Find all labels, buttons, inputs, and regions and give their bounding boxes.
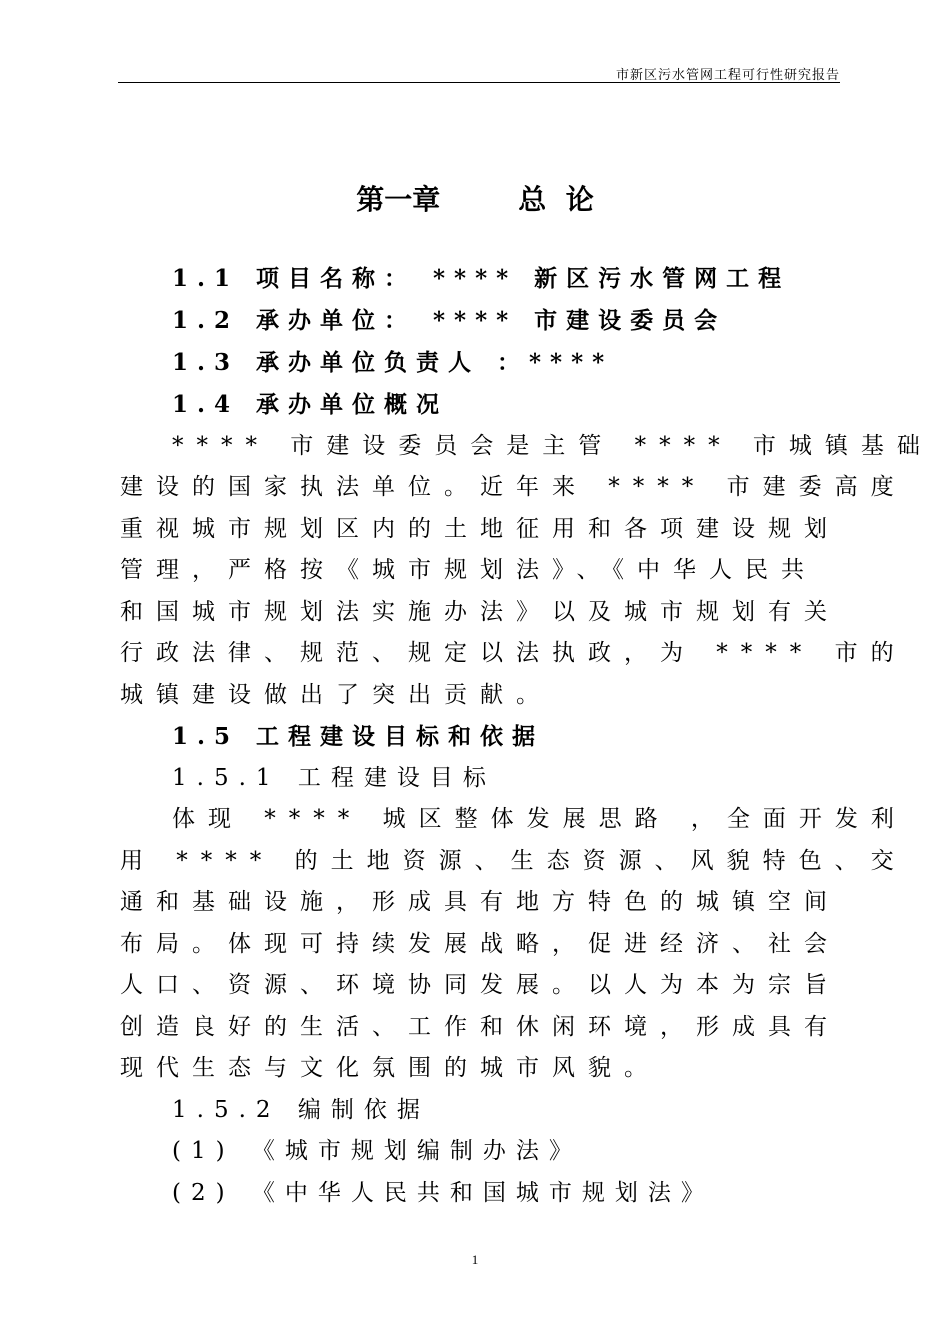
section-1-5-2-heading: 1.5.2 编制依据 [172, 1097, 430, 1123]
page-number: 1 [471, 1252, 479, 1267]
basis-item-2: (2) 《中华人民共和国城市规划法》 [172, 1180, 714, 1206]
chapter-name: 总 论 [518, 183, 594, 216]
section-1-5-1-heading: 1.5.1 工程建设目标 [172, 765, 496, 791]
overview-line-6: 行政法律、规范、规定以法执政，为 **** 市的 [120, 640, 907, 666]
chapter-number: 第一章 [356, 183, 441, 216]
goal-line-2: 用 **** 的土地资源、生态资源、风貌特色、交 [120, 848, 907, 874]
goal-line-7: 现代生态与文化氛围的城市风貌。 [120, 1055, 660, 1081]
item-project-name: 1.1 项目名称： **** 新区污水管网工程 [172, 265, 791, 292]
overview-line-4: 管理，严格按《城市规划法》、《中华人民共 [120, 557, 817, 583]
chapter-title [0, 178, 950, 218]
goal-line-6: 创造良好的生活、工作和休闲环境，形成具有 [120, 1014, 840, 1040]
goal-line-5: 人口、资源、环境协同发展。以人为本为宗旨 [120, 972, 840, 998]
section-1-5-heading: 1.5 工程建设目标和依据 [172, 723, 545, 750]
overview-line-3: 重视城市规划区内的土地征用和各项建设规划 [120, 516, 840, 542]
running-header: 市新区污水管网工程可行性研究报告 [615, 68, 840, 83]
overview-line-2: 建设的国家执法单位。近年来 **** 市建委高度 [120, 474, 907, 500]
item-sponsor-overview: 1.4 承办单位概况 [172, 391, 449, 418]
overview-line-7: 城镇建设做出了突出贡献。 [120, 682, 552, 708]
item-sponsor-head: 1.3 承办单位负责人 ：**** [172, 349, 614, 376]
goal-line-3: 通和基础设施，形成具有地方特色的城镇空间 [120, 889, 840, 915]
item-sponsor: 1.2 承办单位： **** 市建设委员会 [172, 307, 727, 334]
header-rule [118, 82, 840, 83]
overview-line-1: **** 市建设委员会是主管 **** 市城镇基础 [172, 433, 933, 459]
goal-line-1: 体现 **** 城区整体发展思路 ，全面开发利 [172, 806, 907, 832]
goal-line-4: 布局。体现可持续发展战略，促进经济、社会 [120, 931, 840, 957]
basis-item-1: (1) 《城市规划编制办法》 [172, 1138, 582, 1164]
overview-line-5: 和国城市规划法实施办法》以及城市规划有关 [120, 599, 840, 625]
